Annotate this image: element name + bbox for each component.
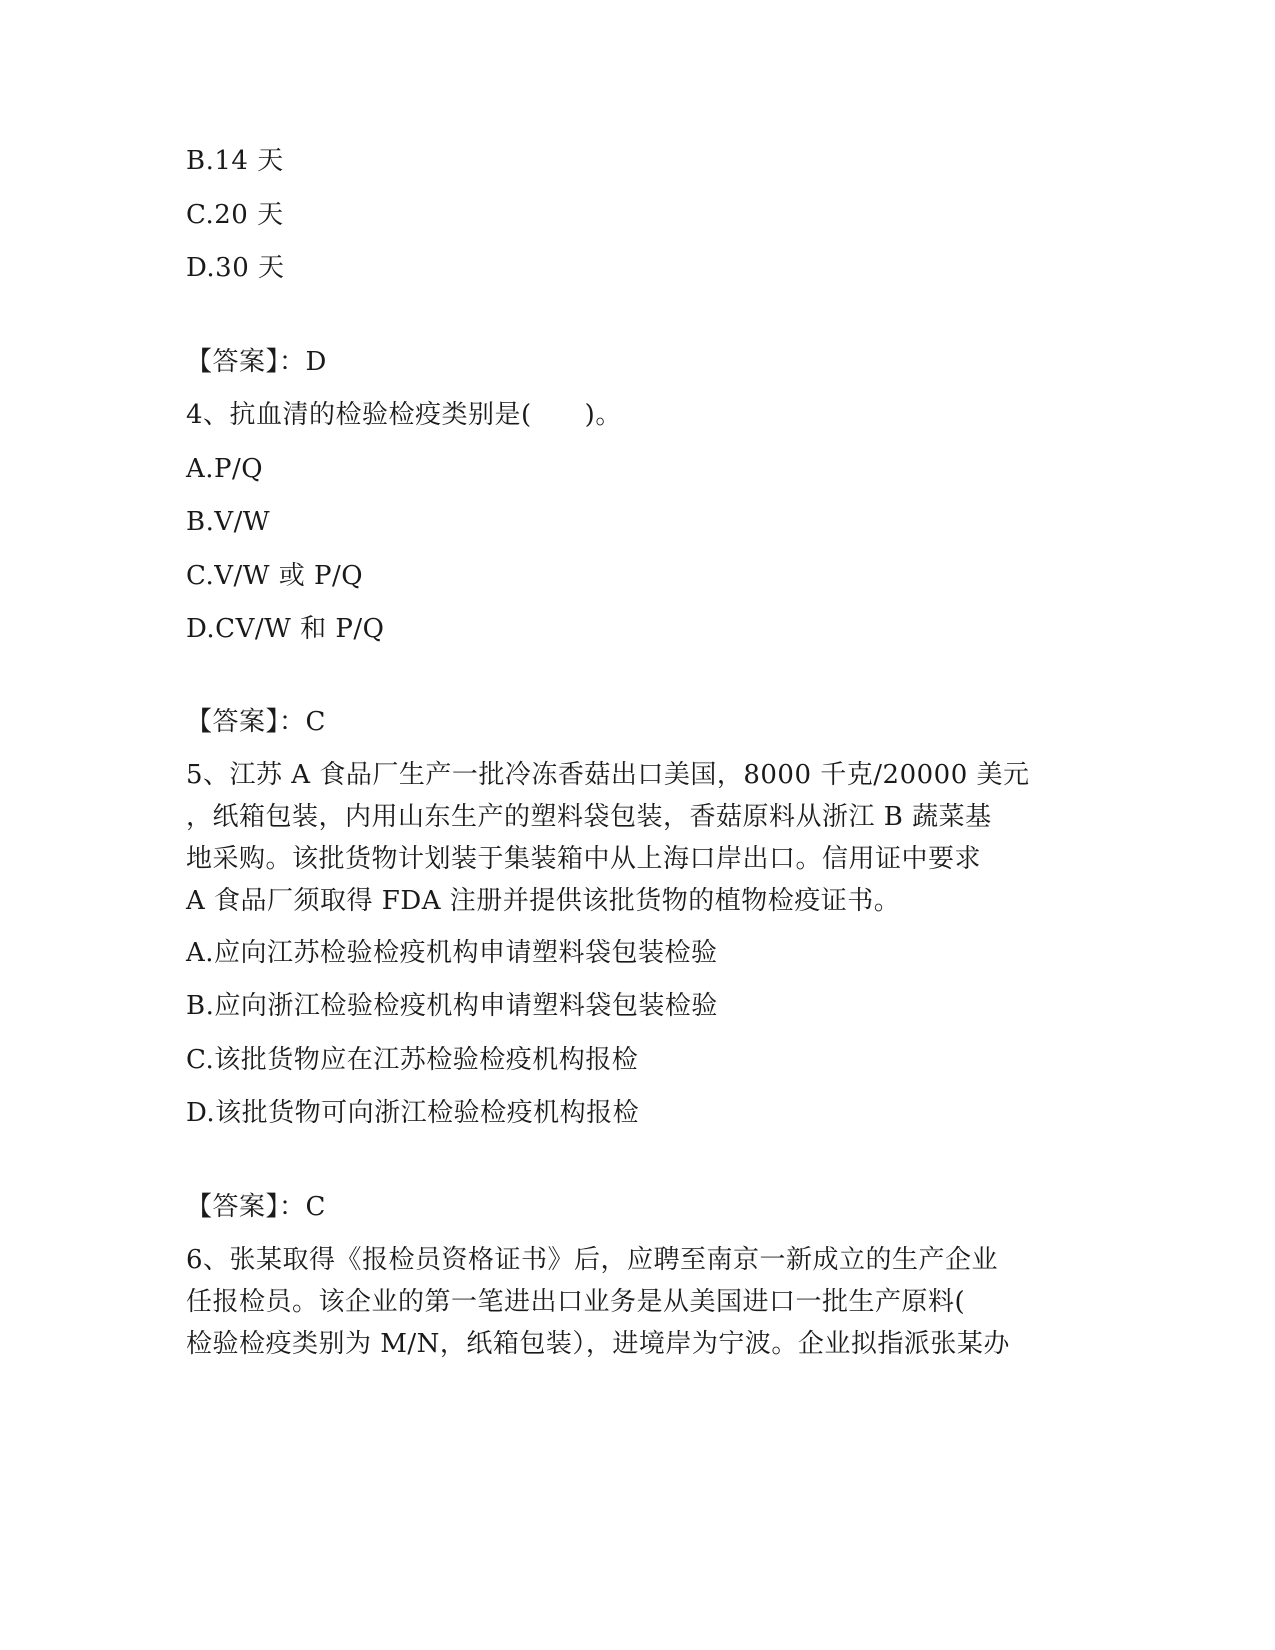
q5-option-c: C.该批货物应在江苏检验检疫机构报检	[186, 1045, 639, 1075]
q4-answer: 【答案】：C	[186, 707, 326, 737]
q6-question-line: 检验检疫类别为 M/N，纸箱包装），进境岸为宁波。企业拟指派张某办	[186, 1329, 1010, 1359]
q6-question-line: 6、张某取得《报检员资格证书》后，应聘至南京一新成立的生产企业	[186, 1245, 999, 1275]
q4-option-c: C.V/W 或 P/Q	[186, 561, 364, 591]
q3-option-c: C.20 天	[186, 200, 284, 230]
q5-option-d: D.该批货物可向浙江检验检疫机构报检	[186, 1098, 640, 1128]
q5-answer: 【答案】：C	[186, 1192, 326, 1222]
q5-question-line: 地采购。该批货物计划装于集装箱中从上海口岸出口。信用证中要求	[186, 844, 982, 874]
q4-option-a: A.P/Q	[186, 454, 264, 484]
q3-option-d: D.30 天	[186, 253, 285, 283]
q3-option-b: B.14 天	[186, 146, 284, 176]
q4-option-b: B.V/W	[186, 507, 271, 537]
q3-answer: 【答案】：D	[186, 347, 327, 377]
q5-question-line: 5、江苏 A 食品厂生产一批冷冻香菇出口美国，8000 千克/20000 美元	[186, 760, 1030, 790]
q4-question: 4、抗血清的检验检疫类别是( )。	[186, 400, 622, 430]
q5-option-a: A.应向江苏检验检疫机构申请塑料袋包装检验	[186, 938, 718, 968]
q6-question-line: 任报检员。该企业的第一笔进出口业务是从美国进口一批生产原料(	[186, 1287, 966, 1317]
q5-question-line: ，纸箱包装，内用山东生产的塑料袋包装，香菇原料从浙江 B 蔬菜基	[186, 802, 992, 832]
q5-question-line: A 食品厂须取得 FDA 注册并提供该批货物的植物检疫证书。	[186, 886, 901, 916]
q4-option-d: D.CV/W 和 P/Q	[186, 614, 385, 644]
q5-option-b: B.应向浙江检验检疫机构申请塑料袋包装检验	[186, 991, 718, 1021]
